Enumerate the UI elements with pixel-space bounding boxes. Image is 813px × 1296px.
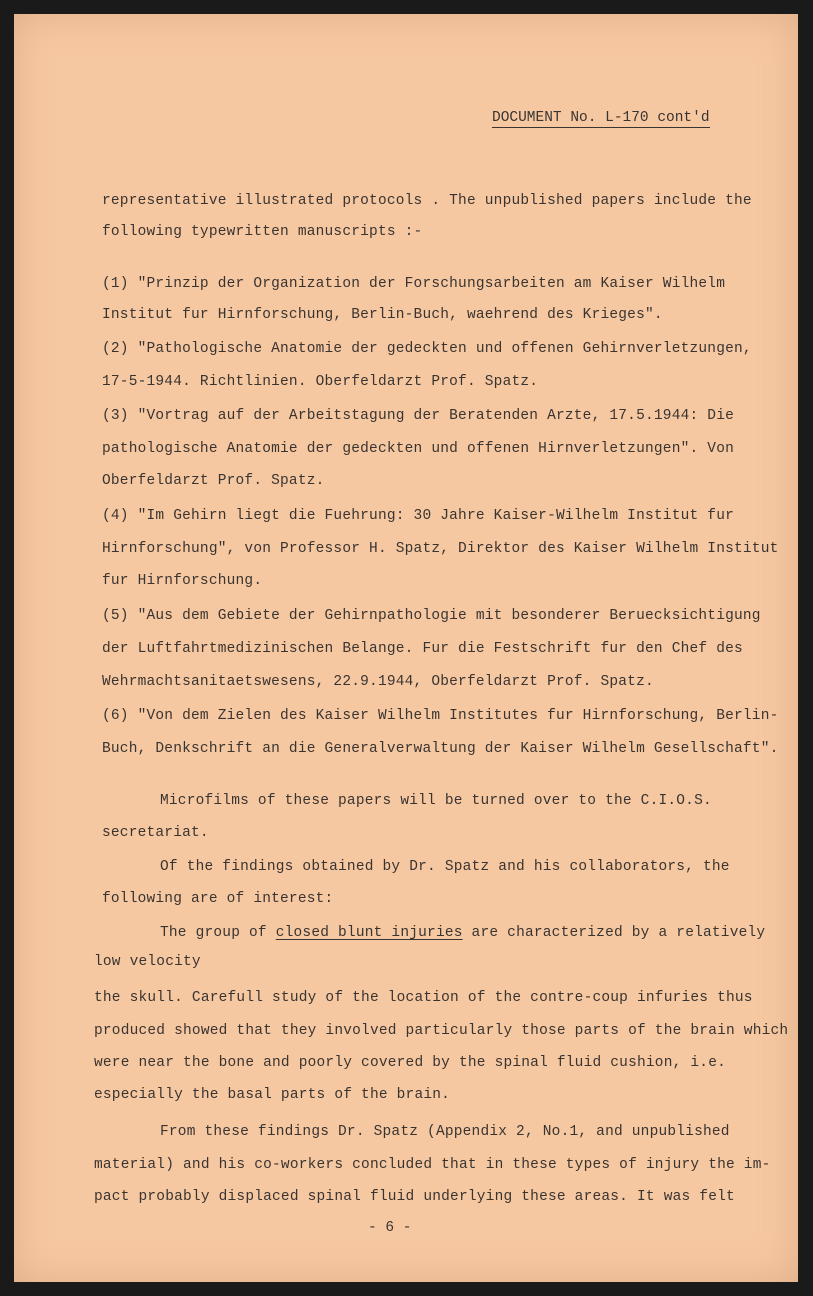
closed-injuries-lead: The group of xyxy=(160,925,276,941)
manuscript-6-line-1: (6) "Von dem Zielen des Kaiser Wilhelm Institutes fur Hirnforschung, Berlin- xyxy=(102,708,779,724)
microfilms-line-1: Microfilms of these papers will be turned over to the C.I.O.S. xyxy=(160,793,712,809)
closed-injuries-line-6: especially the basal parts of the brain. xyxy=(94,1087,451,1103)
findings-line-2: following are of interest: xyxy=(102,891,334,907)
intro-line-2: following typewritten manuscripts :- xyxy=(102,224,423,240)
manuscript-5-line-3: Wehrmachtsanitaetswesens, 22.9.1944, Oberfeldarzt Prof. Spatz. xyxy=(102,674,654,690)
microfilms-line-2: secretariat. xyxy=(102,825,209,841)
closed-injuries-line-4: produced showed that they involved particularly those parts of the brain which xyxy=(94,1023,789,1039)
intro-line-1: representative illustrated protocols . The unpublished papers include the xyxy=(102,193,752,209)
closed-injuries-line-3: the skull. Carefull study of the location of the contre-coup infuries thus xyxy=(94,990,753,1006)
document-number: DOCUMENT No. L-170 cont'd xyxy=(492,110,710,126)
closed-injuries-tail: are characterized by a relatively xyxy=(462,925,766,941)
manuscript-3-line-3: Oberfeldarzt Prof. Spatz. xyxy=(102,473,325,489)
manuscript-1-line-1: (1) "Prinzip der Organization der Forschungsarbeiten am Kaiser Wilhelm xyxy=(102,276,726,292)
manuscript-6-line-2: Buch, Denkschrift an die Generalverwaltung der Kaiser Wilhelm Gesellschaft". xyxy=(102,741,779,757)
manuscript-3-line-2: pathologische Anatomie der gedeckten und offenen Hirnverletzungen". Von xyxy=(102,441,735,457)
conclusion-line-3: pact probably displaced spinal fluid underlying these areas. It was felt xyxy=(94,1189,735,1205)
closed-blunt-injuries-term: closed blunt injuries xyxy=(275,925,463,941)
document-page xyxy=(14,14,798,1282)
page-number: - 6 - xyxy=(368,1220,412,1236)
manuscript-2-line-1: (2) "Pathologische Anatomie der gedeckten und offenen Gehirnverletzungen, xyxy=(102,341,752,357)
manuscript-1-line-2: Institut fur Hirnforschung, Berlin-Buch, waehrend des Krieges". xyxy=(102,307,663,323)
manuscript-3-line-1: (3) "Vortrag auf der Arbeitstagung der Beratenden Arzte, 17.5.1944: Die xyxy=(102,408,735,424)
conclusion-line-1: From these findings Dr. Spatz (Appendix 2, No.1, and unpublished xyxy=(160,1124,730,1140)
manuscript-5-line-1: (5) "Aus dem Gebiete der Gehirnpathologie mit besonderer Beruecksichtigung xyxy=(102,608,761,624)
manuscript-5-line-2: der Luftfahrtmedizinischen Belange. Fur die Festschrift fur den Chef des xyxy=(102,641,743,657)
closed-injuries-line-2: low velocity xyxy=(94,954,201,970)
closed-injuries-line-5: were near the bone and poorly covered by the spinal fluid cushion, i.e. xyxy=(94,1055,727,1071)
manuscript-4-line-1: (4) "Im Gehirn liegt die Fuehrung: 30 Jahre Kaiser-Wilhelm Institut fur xyxy=(102,508,735,524)
closed-injuries-line-1 xyxy=(160,925,765,941)
findings-line-1: Of the findings obtained by Dr. Spatz and his collaborators, the xyxy=(160,859,730,875)
conclusion-line-2: material) and his co-workers concluded that in these types of injury the im- xyxy=(94,1157,771,1173)
manuscript-4-line-3: fur Hirnforschung. xyxy=(102,573,263,589)
manuscript-2-line-2: 17-5-1944. Richtlinien. Oberfeldarzt Prof. Spatz. xyxy=(102,374,539,390)
manuscript-4-line-2: Hirnforschung", von Professor H. Spatz, Direktor des Kaiser Wilhelm Institut xyxy=(102,541,779,557)
